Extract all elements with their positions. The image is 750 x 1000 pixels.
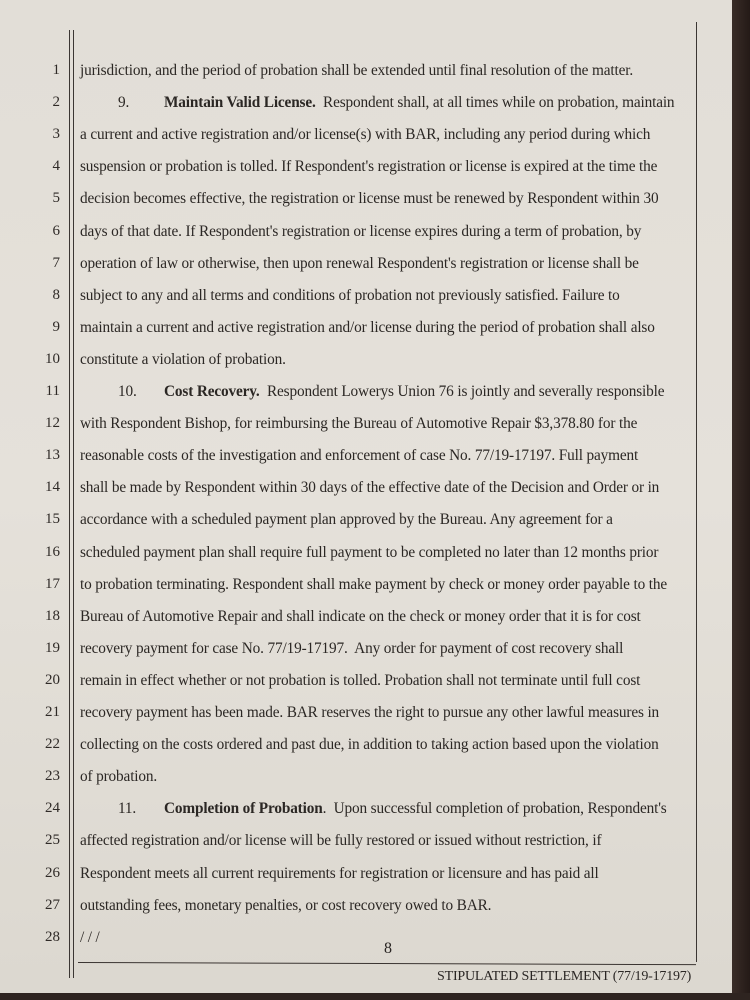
line-number: 18 <box>45 607 60 624</box>
line-text: jurisdiction, and the period of probation shall be extended until final resolution of the matter. <box>80 62 633 79</box>
document-line <box>80 190 658 208</box>
line-number: 7 <box>52 254 60 271</box>
line-number: 4 <box>52 158 60 175</box>
document-line <box>80 511 613 529</box>
document-line <box>80 126 650 144</box>
document-line <box>80 223 641 241</box>
line-number: 15 <box>45 511 60 528</box>
document-line <box>80 544 658 562</box>
table-edge <box>0 993 750 1000</box>
line-text: Respondent shall, at all times while on probation, maintain <box>315 94 675 112</box>
line-number: 10 <box>45 350 60 367</box>
document-line <box>80 704 659 722</box>
document-line <box>80 94 674 112</box>
line-number: 20 <box>45 671 60 688</box>
line-number: 6 <box>52 222 60 239</box>
document-line <box>80 768 157 786</box>
document-line <box>80 62 633 80</box>
line-text: with Respondent Bishop, for reimbursing the Bureau of Automotive Repair $3,378.80 for the <box>80 415 638 433</box>
document-line <box>80 865 599 883</box>
document-line <box>80 447 638 465</box>
document-line <box>80 158 657 176</box>
line-text: recovery payment for case No. 77/19-17197. Any order for payment of cost recovery shall <box>80 639 624 657</box>
document-line <box>80 287 620 305</box>
line-text: subject to any and all terms and conditions of probation not previously satisfied. Failure to <box>80 286 620 304</box>
line-number: 13 <box>45 447 60 464</box>
document-line <box>80 351 286 369</box>
line-number: 3 <box>52 126 60 143</box>
line-number: 21 <box>45 704 60 720</box>
document-line <box>80 255 639 273</box>
line-number: 5 <box>52 190 60 207</box>
page-number: 8 <box>384 940 392 957</box>
line-text: remain in effect whether or not probation is tolled. Probation shall not terminate until full cost <box>80 671 641 689</box>
line-number: 9 <box>52 318 60 335</box>
footer-rule <box>78 962 696 965</box>
paragraph-number: 9. <box>118 94 130 112</box>
line-text: recovery payment has been made. BAR reserves the right to pursue any other lawful measures in <box>80 704 660 721</box>
paragraph-heading: Cost Recovery. <box>164 383 260 400</box>
document-line <box>80 383 664 401</box>
document-line <box>80 640 623 658</box>
line-text: . Upon successful completion of probation, Respondent's <box>322 800 667 818</box>
line-text: maintain a current and active registration and/or license during the period of probation shall also <box>80 318 655 336</box>
paragraph-number: 10. <box>118 383 137 400</box>
line-text: affected registration and/or license will be fully restored or issued without restriction, if <box>80 832 602 850</box>
line-text: operation of law or otherwise, then upon renewal Respondent's registration or license shall be <box>80 254 639 272</box>
line-number: 12 <box>45 415 60 432</box>
document-line <box>80 897 491 915</box>
line-text: Bureau of Automotive Repair and shall indicate on the check or money order that it is for cost <box>80 607 641 625</box>
document-line <box>80 672 640 690</box>
line-text: of probation. <box>80 768 158 786</box>
document-line <box>80 479 659 497</box>
line-number: 25 <box>45 832 60 849</box>
line-number: 26 <box>45 864 60 881</box>
line-number: 17 <box>45 575 60 592</box>
line-number: 11 <box>45 383 60 399</box>
line-text: Respondent Lowerys Union 76 is jointly and severally responsible <box>259 383 665 400</box>
document-line <box>80 319 655 337</box>
paragraph-number: 11. <box>118 800 137 818</box>
line-number: 2 <box>52 94 60 111</box>
line-number: 8 <box>52 286 60 303</box>
line-text: shall be made by Respondent within 30 days of the effective date of the Decision and Order or in <box>80 479 660 497</box>
footer-title: STIPULATED SETTLEMENT (77/19-17197) <box>437 969 692 984</box>
document-line <box>80 415 637 433</box>
line-number: 19 <box>45 639 60 656</box>
left-margin-rule-inner <box>73 30 74 978</box>
paragraph-heading: Completion of Probation <box>164 800 323 818</box>
line-text: decision becomes effective, the registration or license must be renewed by Respondent within 30 <box>80 190 659 208</box>
document-line <box>80 832 601 850</box>
line-number: 14 <box>45 479 60 496</box>
right-margin-rule <box>696 22 697 962</box>
line-text: Respondent meets all current requirements for registration or licensure and has paid all <box>80 864 599 882</box>
line-text: collecting on the costs ordered and past due, in addition to taking action based upon the violation <box>80 736 659 754</box>
left-margin-rule <box>69 30 70 978</box>
line-number: 1 <box>52 62 60 78</box>
document-line <box>80 736 659 754</box>
line-text: constitute a violation of probation. <box>80 350 286 368</box>
document-line <box>80 800 667 818</box>
paragraph-heading: Maintain Valid License. <box>164 94 316 112</box>
line-text: days of that date. If Respondent's registration or license expires during a term of probation, by <box>80 222 642 240</box>
line-text: a current and active registration and/or license(s) with BAR, including any period during which <box>80 126 651 144</box>
document-line <box>80 576 667 594</box>
line-text: / / / <box>80 928 100 946</box>
line-text: suspension or probation is tolled. If Respondent's registration or license is expired at the time the <box>80 158 658 176</box>
line-text: to probation terminating. Respondent shall make payment by check or money order payable to the <box>80 575 667 593</box>
line-number: 22 <box>45 736 60 753</box>
line-number: 27 <box>45 896 60 913</box>
line-text: outstanding fees, monetary penalties, or cost recovery owed to BAR. <box>80 896 492 914</box>
line-text: scheduled payment plan shall require full payment to be completed no later than 12 months prior <box>80 543 659 561</box>
line-number: 23 <box>45 768 60 785</box>
line-text: reasonable costs of the investigation and enforcement of case No. 77/19-17197. Full payment <box>80 447 639 465</box>
line-number: 16 <box>45 543 60 560</box>
line-number: 28 <box>45 928 60 945</box>
line-number: 24 <box>45 800 60 817</box>
line-text: accordance with a scheduled payment plan approved by the Bureau. Any agreement for a <box>80 511 613 529</box>
document-line <box>80 929 100 947</box>
document-line <box>80 608 641 626</box>
